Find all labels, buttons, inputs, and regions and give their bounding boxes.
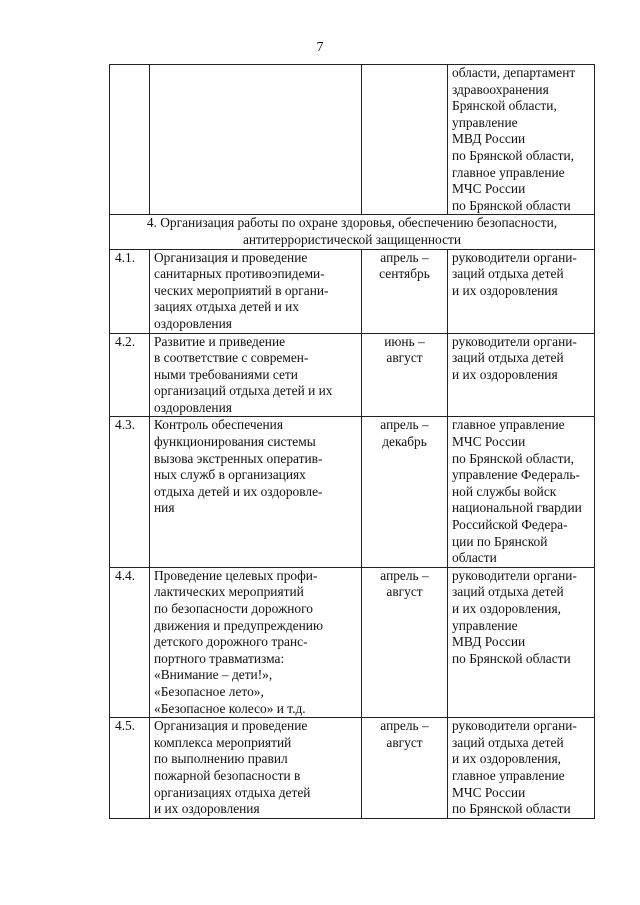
period-cell-line: апрель – [380, 718, 429, 734]
continuation-activity-cell [150, 65, 362, 215]
responsible-cell-line: заций отдыха детей [452, 350, 564, 366]
activity-cell-line: в соответствие с современ- [154, 350, 309, 366]
row-number: 4.3. [110, 417, 150, 567]
activity-cell-line: Контроль обеспечения [154, 417, 283, 433]
activity-cell-line: детского дорожного транс- [154, 634, 308, 650]
activity-cell-line: «Внимание – дети!», [154, 667, 273, 683]
period-cell [362, 718, 448, 819]
responsible-cell-line: управление Федераль- [452, 467, 581, 483]
activity-cell [150, 333, 362, 417]
period-cell-line: сентябрь [379, 266, 430, 282]
activity-cell-line: ния [154, 500, 175, 516]
activity-cell-line: Развитие и приведение [154, 333, 286, 349]
responsible-cell-line: ной службы войск [452, 483, 557, 499]
activity-cell-line: организациях отдыха детей [154, 784, 311, 800]
period-cell-line: апрель – [380, 417, 429, 433]
activity-cell [150, 417, 362, 567]
activity-cell-line: Организация и проведение [154, 249, 308, 265]
activity-cell [150, 567, 362, 717]
activity-cell-line: лактических мероприятий [154, 584, 304, 600]
activity-cell-line: оздоровления [154, 399, 232, 415]
responsible-cell-line: заций отдыха детей [452, 266, 564, 282]
activity-cell-line: «Безопасное колесо» и т.д. [154, 700, 306, 716]
table-row [110, 567, 595, 717]
responsible-cell-line: по Брянской области [452, 801, 571, 817]
section-heading-row [110, 215, 595, 249]
activity-cell-line: по безопасности дорожного [154, 601, 313, 616]
activity-cell-line: и их оздоровления [154, 801, 260, 817]
table-row [110, 249, 595, 333]
responsible-cell-line: руководители органи- [452, 718, 577, 734]
responsible-cell-line: и их оздоровления, [452, 601, 561, 616]
responsible-cell-line: заций отдыха детей [452, 584, 564, 600]
responsible-cell-line: руководители органи- [452, 333, 577, 349]
section-title-line: антитеррористической защищенности [242, 231, 462, 247]
period-cell [362, 249, 448, 333]
activity-cell [150, 249, 362, 333]
period-cell-line: июнь – [384, 333, 425, 349]
responsible-cell-line: главное управление [452, 417, 565, 433]
table-row [110, 417, 595, 567]
responsible-line: по Брянской области, [452, 147, 575, 163]
page-number: 7 [316, 40, 324, 55]
activity-cell-line: движения и предупреждению [154, 617, 323, 633]
activity-cell-line: пожарной безопасности в [154, 767, 301, 783]
period-cell-line: август [386, 350, 423, 366]
responsible-cell-line: области [452, 550, 497, 566]
continuation-num-cell [110, 65, 150, 215]
row-number: 4.5. [110, 718, 150, 819]
responsible-line: главное управление [452, 164, 565, 180]
responsible-cell-line: МЧС России [452, 784, 526, 800]
responsible-line: МВД России [452, 131, 526, 147]
continuation-row [110, 65, 595, 215]
activity-cell-line: по выполнению правил [154, 751, 288, 767]
section-title-line: 4. Организация работы по охране здоровья, обеспечению безопасности, [146, 215, 558, 231]
responsible-cell [448, 567, 595, 717]
responsible-cell-line: МВД России [452, 634, 526, 650]
period-cell [362, 417, 448, 567]
responsible-cell-line: заций отдыха детей [452, 734, 564, 750]
responsible-cell [448, 417, 595, 567]
responsible-cell-line: и их оздоровления, [452, 751, 561, 767]
responsible-line: области, департамент [452, 65, 576, 80]
period-cell-line: апрель – [380, 249, 429, 265]
row-number: 4.4. [110, 567, 150, 717]
activity-cell-line: портного травматизма: [154, 650, 285, 666]
activity-cell-line: функционирования системы [154, 434, 316, 450]
activity-cell-line: зациях отдыха детей и их [154, 299, 300, 315]
period-cell-line: август [386, 584, 423, 600]
continuation-period-cell [362, 65, 448, 215]
period-cell [362, 567, 448, 717]
period-cell-line: апрель – [380, 567, 429, 583]
row-number: 4.2. [110, 333, 150, 417]
responsible-cell-line: управление [452, 617, 518, 633]
continuation-responsible-cell [448, 65, 595, 215]
activity-cell-line: вызова экстренных оператив- [154, 450, 323, 466]
responsible-cell [448, 333, 595, 417]
responsible-cell-line: Российской Федера- [452, 517, 568, 533]
activity-cell [150, 718, 362, 819]
responsible-cell-line: по Брянской области, [452, 450, 575, 466]
responsible-cell-line: главное управление [452, 767, 565, 783]
responsible-cell-line: и их оздоровления [452, 282, 558, 298]
responsible-cell-line: МЧС России [452, 434, 526, 450]
plan-table [109, 64, 595, 819]
activity-cell-line: комплекса мероприятий [154, 734, 292, 750]
responsible-cell-line: ции по Брянской [452, 533, 548, 549]
activity-cell-line: организаций отдыха детей и их [154, 383, 333, 399]
activity-cell-line: Проведение целевых профи- [154, 567, 318, 583]
table-row [110, 333, 595, 417]
activity-cell-line: Организация и проведение [154, 718, 308, 734]
responsible-line: МЧС России [452, 181, 526, 197]
responsible-cell-line: по Брянской области [452, 650, 571, 666]
section-heading [110, 215, 595, 249]
responsible-line: по Брянской области [452, 197, 571, 213]
activity-cell-line: ных служб в организациях [154, 467, 306, 483]
activity-cell-line: оздоровления [154, 315, 232, 331]
responsible-line: Брянской области, [452, 98, 557, 114]
period-cell [362, 333, 448, 417]
responsible-cell-line: и их оздоровления [452, 366, 558, 382]
activity-cell-line: отдыха детей и их оздоровле- [154, 483, 323, 499]
activity-cell-line: ческих мероприятий в органи- [154, 282, 329, 298]
responsible-cell [448, 718, 595, 819]
responsible-cell [448, 249, 595, 333]
responsible-line: здравоохранения [452, 81, 549, 97]
table-rows [110, 249, 595, 818]
responsible-line: управление [452, 114, 518, 130]
row-number: 4.1. [110, 249, 150, 333]
responsible-cell-line: руководители органи- [452, 249, 577, 265]
period-cell-line: декабрь [382, 434, 427, 450]
activity-cell-line: санитарных противоэпидеми- [154, 266, 325, 282]
activity-cell-line: «Безопасное лето», [154, 683, 264, 699]
responsible-cell-line: руководители органи- [452, 567, 577, 583]
table-row [110, 718, 595, 819]
responsible-cell-line: национальной гвардии [452, 500, 582, 516]
period-cell-line: август [386, 734, 423, 750]
activity-cell-line: ными требованиями сети [154, 366, 298, 382]
